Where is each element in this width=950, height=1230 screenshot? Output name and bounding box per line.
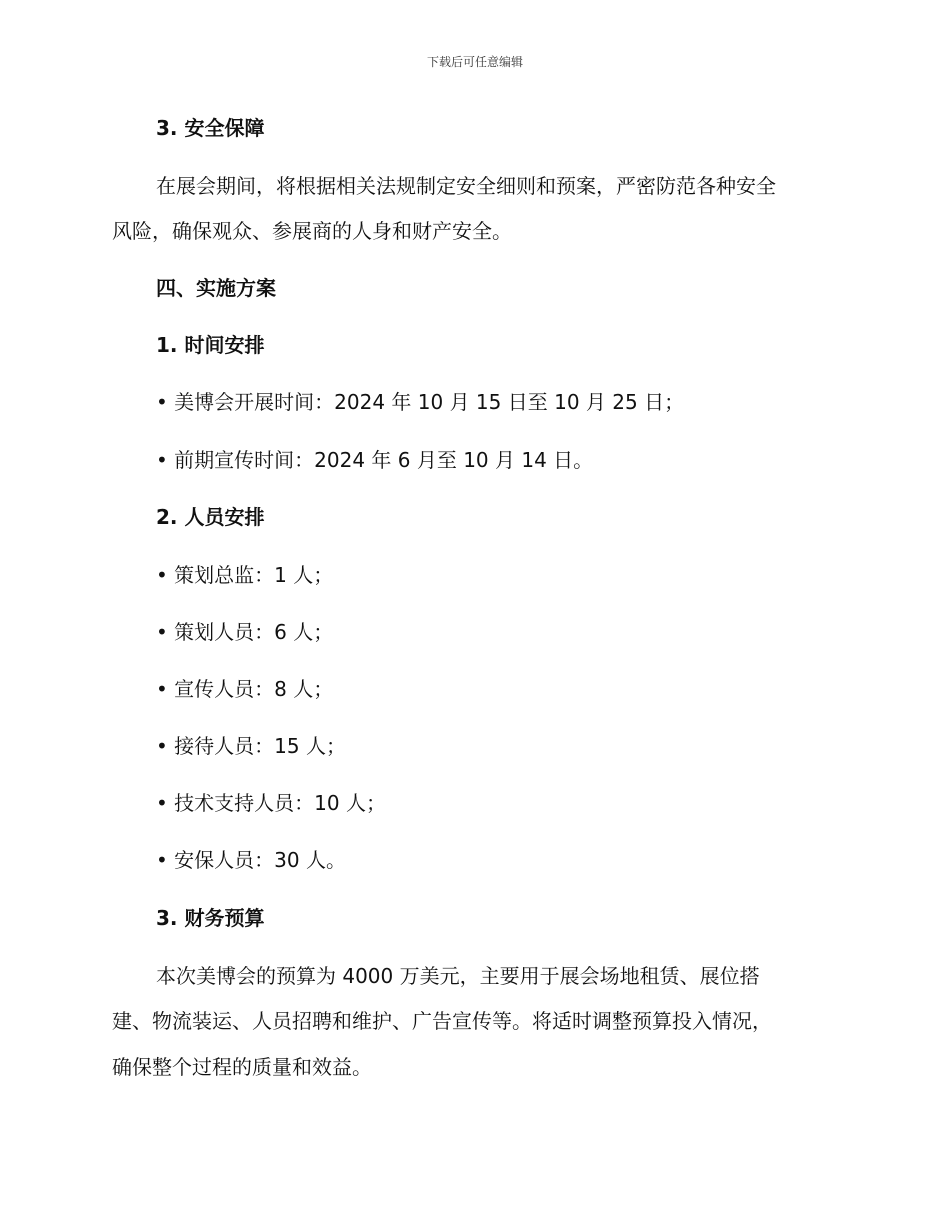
list-item: • 前期宣传时间：2024 年 6 月至 10 月 14 日。	[156, 448, 594, 472]
section-heading-staff: 2. 人员安排	[156, 505, 265, 529]
list-item: • 策划总监：1 人；	[156, 563, 334, 587]
page-header: 下载后可任意编辑	[426, 55, 523, 69]
section-heading-implementation: 四、实施方案	[156, 276, 276, 300]
section-heading-schedule: 1. 时间安排	[156, 333, 265, 357]
list-item: • 安保人员：30 人。	[156, 848, 346, 872]
list-item: • 接待人员：15 人；	[156, 734, 346, 758]
section-heading-budget: 3. 财务预算	[156, 906, 265, 930]
list-item: • 美博会开展时间：2024 年 10 月 15 日至 10 月 25 日；	[156, 390, 685, 414]
paragraph-line: 在展会期间，将根据相关法规制定安全细则和预案，严密防范各种安全	[156, 174, 776, 198]
list-item: • 宣传人员：8 人；	[156, 677, 334, 701]
paragraph-line: 本次美博会的预算为 4000 万美元，主要用于展会场地租赁、展位搭	[156, 964, 760, 988]
list-item: • 策划人员：6 人；	[156, 620, 334, 644]
list-item: • 技术支持人员：10 人；	[156, 791, 386, 815]
paragraph-line: 确保整个过程的质量和效益。	[112, 1055, 372, 1079]
paragraph-line: 风险，确保观众、参展商的人身和财产安全。	[112, 219, 512, 243]
paragraph-line: 建、物流装运、人员招聘和维护、广告宣传等。将适时调整预算投入情况，	[112, 1009, 772, 1033]
section-heading-safety: 3. 安全保障	[156, 116, 265, 140]
